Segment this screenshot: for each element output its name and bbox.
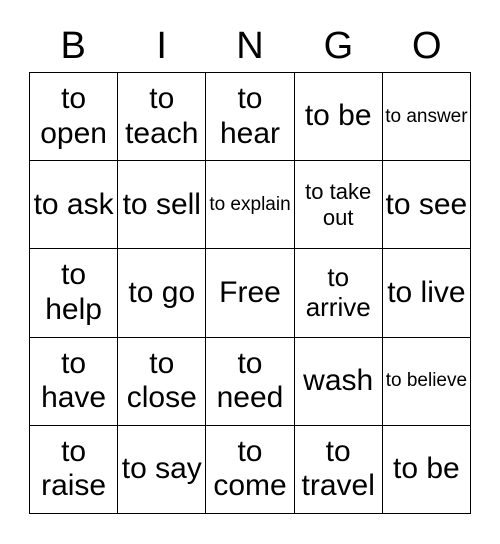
bingo-cell (30, 73, 118, 161)
cell-text: to teach (125, 82, 199, 150)
bingo-cell (206, 161, 294, 249)
bingo-cell (295, 338, 383, 426)
cell-text: wash (303, 363, 374, 397)
bingo-cell (383, 426, 471, 514)
cell-text: to be (304, 99, 372, 133)
cell-text: to go (128, 275, 196, 309)
cell-text: to live (387, 275, 466, 309)
bingo-cell (383, 73, 471, 161)
cell-text: to help (45, 258, 102, 326)
bingo-cell (295, 249, 383, 337)
bingo-cell (383, 249, 471, 337)
bingo-cell (30, 426, 118, 514)
cell-text: to travel (301, 434, 375, 503)
cell-text: to sell (122, 187, 201, 221)
header-letter-o: O (412, 25, 442, 67)
cell-text: to open (40, 82, 107, 150)
bingo-cell (295, 161, 383, 249)
cell-text: Free (219, 275, 281, 309)
free-space-cell (206, 249, 294, 337)
cell-text: to have (41, 346, 107, 415)
cell-text: to take out (305, 179, 372, 230)
bingo-cell (206, 338, 294, 426)
header-letter-b: B (60, 25, 86, 67)
cell-text: to be (393, 452, 460, 486)
bingo-cell (383, 338, 471, 426)
bingo-cell (295, 73, 383, 161)
bingo-cell (295, 426, 383, 514)
cell-text: to raise (41, 434, 107, 503)
cell-text: to explain (209, 193, 291, 215)
cell-text: to arrive (305, 262, 371, 322)
bingo-cell (30, 338, 118, 426)
header-letter-i: I (156, 25, 167, 67)
bingo-cell (118, 338, 206, 426)
cell-text: to come (213, 434, 287, 503)
cell-text: to close (126, 346, 197, 415)
bingo-cell (118, 161, 206, 249)
bingo-cell (30, 161, 118, 249)
bingo-cell (206, 426, 294, 514)
cell-text: to believe (385, 370, 468, 392)
bingo-cell (118, 426, 206, 514)
cell-text: to ask (33, 187, 114, 221)
bingo-cell (118, 73, 206, 161)
bingo-cell (383, 161, 471, 249)
cell-text: to see (385, 187, 468, 221)
cell-text: to need (216, 346, 284, 415)
bingo-board (29, 72, 471, 514)
cell-text: to answer (385, 105, 468, 127)
bingo-cell (30, 249, 118, 337)
cell-text: to hear (219, 82, 281, 150)
bingo-cell (206, 73, 294, 161)
bingo-header (29, 20, 471, 72)
cell-text: to say (121, 452, 202, 486)
header-letter-n: N (236, 25, 264, 67)
bingo-cell (118, 249, 206, 337)
header-letter-g: G (323, 25, 354, 67)
